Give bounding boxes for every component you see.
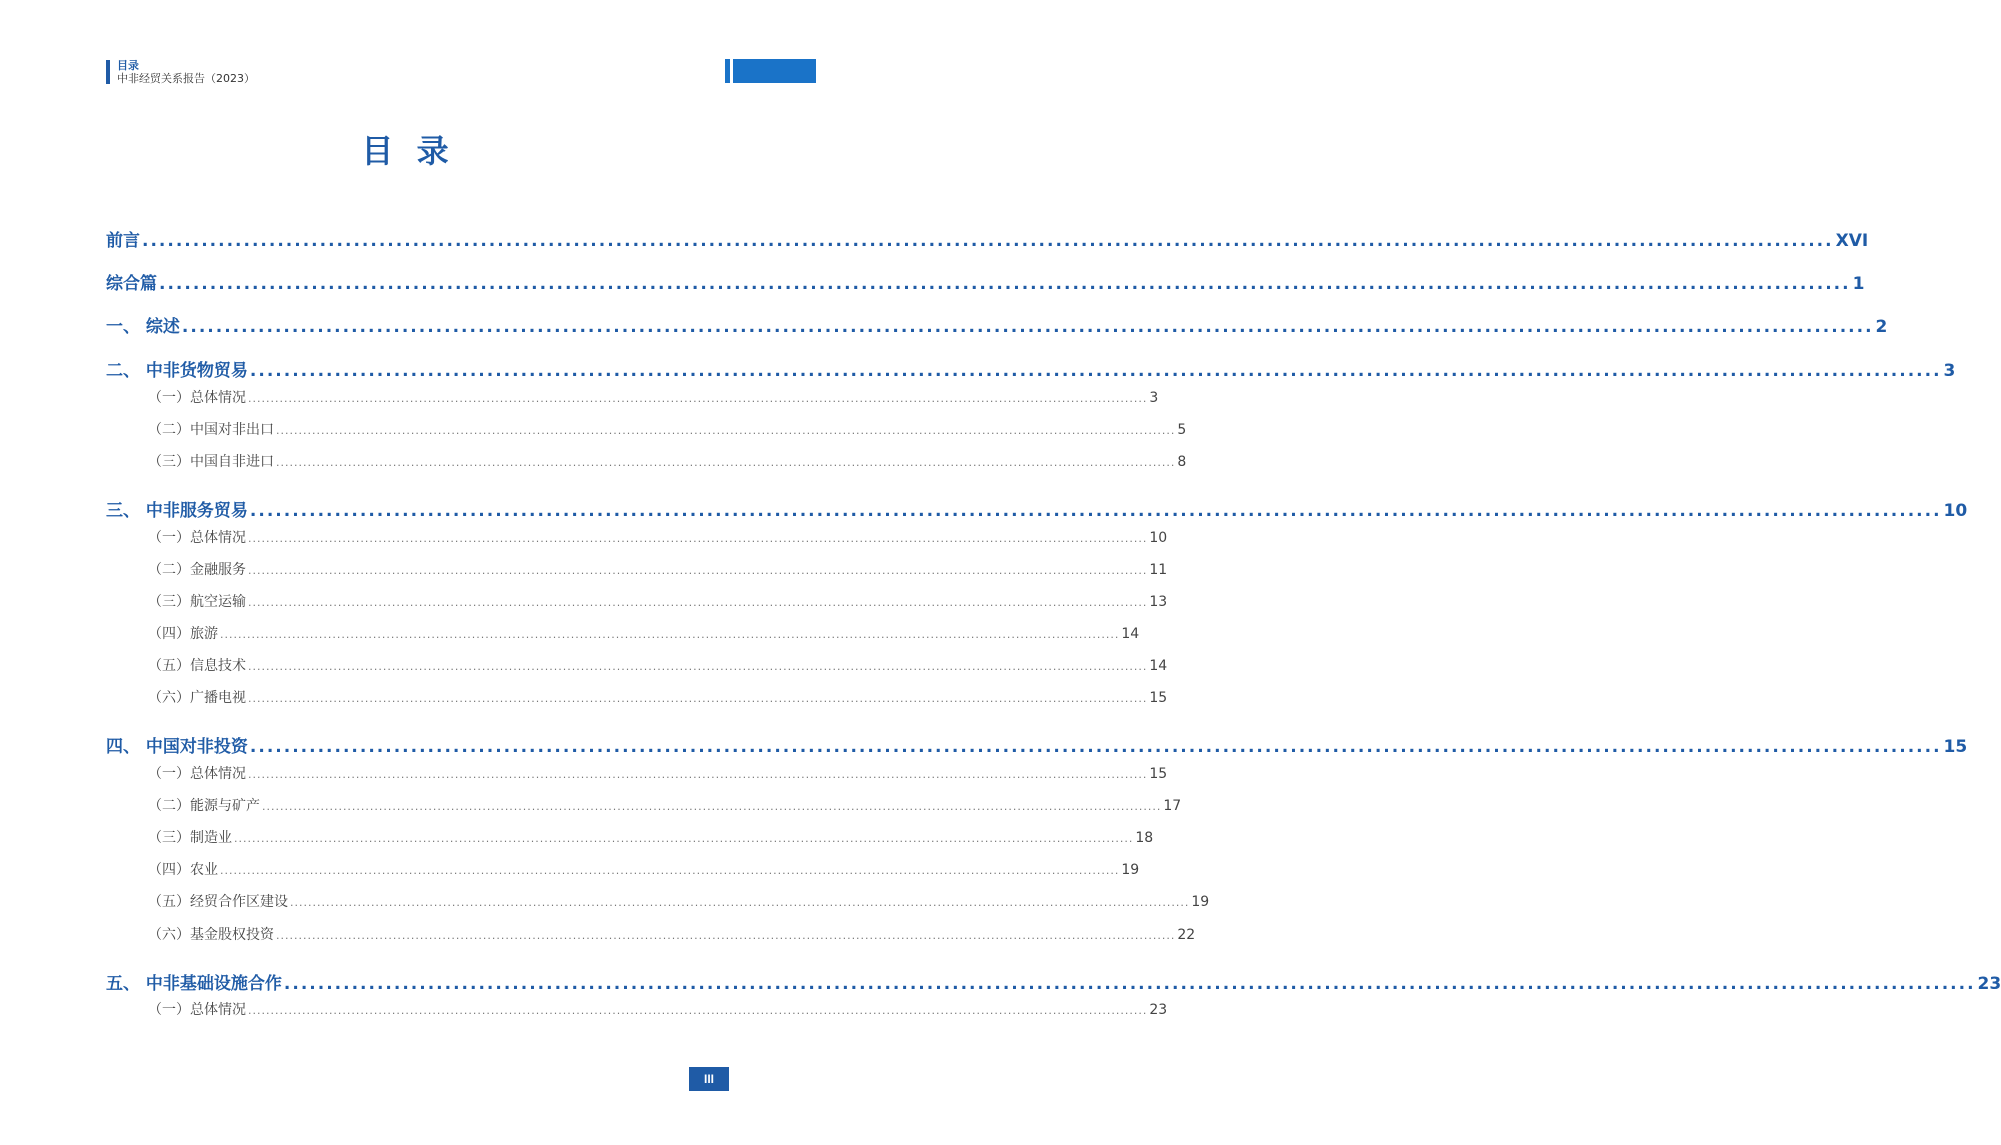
toc-dot-leader: ........................................................................................................................................................................................................ [248,768,1148,781]
toc-section-entry[interactable] [148,999,1168,1019]
toc-dot-leader: ........................................................................................................................................................................................................ [276,424,1176,437]
toc-entry-page: 23 [1977,974,2001,994]
header-book-title: 中非经贸关系报告（2023） [117,72,255,85]
toc-entry-label: 二、 中非货物贸易 [106,361,248,381]
toc-entry-label: 一、 综述 [106,317,180,337]
toc-entry-page: 3 [1943,361,1956,381]
toc-section-entry[interactable] [148,687,1168,707]
toc-entry-label: （一）总体情况 [148,766,246,782]
toc-entry-label: （六）广播电视 [148,690,246,706]
toc-entry-label: （五）经贸合作区建设 [148,894,288,910]
toc-entry-label: （二）中国对非出口 [148,422,274,438]
toc-dot-leader: ........................................................................................................................................................................................................ [248,392,1148,405]
toc-chapter-entry[interactable] [106,356,1956,381]
toc-entry-label: （三）制造业 [148,830,232,846]
toc-entry-label: （四）农业 [148,862,218,878]
toc-entry-label: （二）金融服务 [148,562,246,578]
toc-section-entry[interactable] [148,795,1182,815]
toc-entry-page: 1 [1852,274,1865,294]
toc-entry-page: 5 [1177,422,1187,438]
toc-entry-label: （一）总体情况 [148,390,246,406]
toc-section-entry[interactable] [148,591,1168,611]
toc-chapter-entry[interactable] [106,496,1968,521]
toc-dot-leader: ........................................................................................................................................................................................................ [220,628,1120,641]
toc-chapter-entry[interactable] [106,969,2001,994]
toc-chapter-entry[interactable] [106,269,1865,294]
toc-section-entry[interactable] [148,451,1187,471]
toc-entry-page: 11 [1149,562,1168,578]
toc-entry-page: 22 [1177,927,1196,943]
toc-entry-label: 综合篇 [106,274,157,294]
toc-entry-page: 10 [1943,501,1968,521]
toc-dot-leader: ........................................................................................................................................................................................................ [249,361,1942,381]
toc-entry-page: 15 [1149,690,1168,706]
toc-entry-page: 15 [1149,766,1168,782]
toc-entry-label: （五）信息技术 [148,658,246,674]
toc-entry-label: 三、 中非服务贸易 [106,501,248,521]
toc-entry-label: （一）总体情况 [148,1002,246,1018]
toc-entry-page: 14 [1121,626,1140,642]
toc-entry-page: 14 [1149,658,1168,674]
toc-entry-page: 3 [1149,390,1159,406]
toc-dot-leader: ........................................................................................................................................................................................................ [248,532,1148,545]
page-number: III [689,1067,729,1091]
toc-entry-page: 2 [1875,317,1888,337]
toc-entry-label: （二）能源与矿产 [148,798,260,814]
header-section-label: 目录 [117,59,139,72]
corner-tab-stripe [730,59,733,83]
toc-entry-page: 17 [1163,798,1182,814]
toc-entry-page: 19 [1191,894,1210,910]
toc-entry-page: 15 [1943,737,1968,757]
toc-dot-leader: ........................................................................................................................................................................................................ [276,456,1176,469]
toc-entry-label: （六）基金股权投资 [148,927,274,943]
toc-dot-leader: ........................................................................................................................................................................................................ [234,832,1134,845]
toc-chapter-entry[interactable] [106,226,1869,251]
toc-dot-leader: ........................................................................................................................................................................................................ [276,929,1176,942]
toc-dot-leader: ........................................................................................................................................................................................................ [248,564,1148,577]
toc-dot-leader: ........................................................................................................................................................................................................ [262,800,1162,813]
header-bar [106,60,110,84]
toc-section-entry[interactable] [148,419,1187,439]
toc-section-entry[interactable] [148,387,1159,407]
toc-entry-label: 五、 中非基础设施合作 [106,974,282,994]
toc-dot-leader: ........................................................................................................................................................................................................ [159,274,1851,294]
toc-dot-leader: ........................................................................................................................................................................................................ [248,660,1148,673]
page-title: 目 录 [361,132,455,170]
toc-dot-leader: ........................................................................................................................................................................................................ [249,501,1942,521]
toc-dot-leader: ........................................................................................................................................................................................................ [283,974,1976,994]
toc-chapter-entry[interactable] [106,312,1888,337]
toc-dot-leader: ........................................................................................................................................................................................................ [220,864,1120,877]
toc-dot-leader: ........................................................................................................................................................................................................ [248,1004,1148,1017]
toc-entry-label: （三）航空运输 [148,594,246,610]
toc-dot-leader: ........................................................................................................................................................................................................ [142,231,1834,251]
toc-section-entry[interactable] [148,623,1140,643]
toc-entry-page: 13 [1149,594,1168,610]
toc-entry-label: （四）旅游 [148,626,218,642]
toc-section-entry[interactable] [148,655,1168,675]
toc-dot-leader: ........................................................................................................................................................................................................ [249,737,1942,757]
toc-chapter-entry[interactable] [106,732,1968,757]
toc-section-entry[interactable] [148,827,1154,847]
toc-entry-page: XVI [1835,231,1869,251]
toc-dot-leader: ........................................................................................................................................................................................................ [290,896,1190,909]
toc-dot-leader: ........................................................................................................................................................................................................ [248,692,1148,705]
toc-section-entry[interactable] [148,924,1196,944]
toc-dot-leader: ........................................................................................................................................................................................................ [181,317,1874,337]
toc-entry-page: 10 [1149,530,1168,546]
toc-entry-page: 19 [1121,862,1140,878]
toc-entry-page: 23 [1149,1002,1168,1018]
toc-entry-label: 前言 [106,231,140,251]
toc-section-entry[interactable] [148,763,1168,783]
toc-section-entry[interactable] [148,891,1210,911]
toc-entry-label: （三）中国自非进口 [148,454,274,470]
toc-section-entry[interactable] [148,859,1140,879]
corner-tab [725,59,816,83]
toc-dot-leader: ........................................................................................................................................................................................................ [248,596,1148,609]
toc-section-entry[interactable] [148,559,1168,579]
toc-entry-page: 18 [1135,830,1154,846]
toc-section-entry[interactable] [148,527,1168,547]
toc-entry-label: 四、 中国对非投资 [106,737,248,757]
toc-entry-label: （一）总体情况 [148,530,246,546]
toc-entry-page: 8 [1177,454,1187,470]
